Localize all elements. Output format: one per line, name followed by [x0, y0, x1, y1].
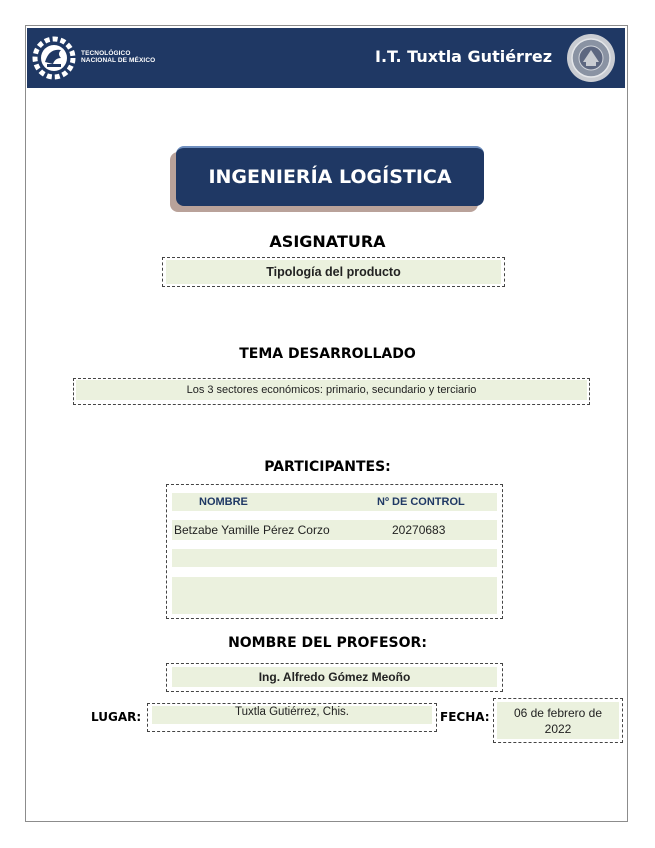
- participants-heading: PARTICIPANTES:: [264, 459, 391, 475]
- date-line1: 06 de febrero de: [513, 705, 603, 720]
- date-line2: 2022: [544, 721, 572, 736]
- participant-empty-row: [172, 577, 497, 614]
- header-banner: [27, 28, 625, 88]
- professor-heading: NOMBRE DEL PROFESOR:: [228, 635, 427, 651]
- institution-seal-icon: [565, 32, 617, 84]
- topic-field: Los 3 sectores económicos: primario, secundario y terciario: [76, 380, 587, 400]
- professor-field: Ing. Alfredo Gómez Meoño: [172, 667, 497, 687]
- participant-name: Betzabe Yamille Pérez Corzo: [174, 523, 330, 537]
- subject-heading: ASIGNATURA: [269, 232, 386, 251]
- place-label: LUGAR:: [91, 710, 142, 724]
- program-title: INGENIERÍA LOGÍSTICA: [176, 146, 484, 206]
- column-name-header: NOMBRE: [199, 496, 248, 508]
- tecnm-line2: NACIONAL DE MÉXICO: [81, 57, 156, 64]
- date-label: FECHA:: [440, 710, 490, 724]
- topic-heading: TEMA DESARROLLADO: [239, 346, 416, 362]
- tecnm-line1: TECNOLÓGICO: [81, 50, 131, 57]
- tecnm-logo-icon: [31, 32, 77, 84]
- participant-empty-row: [172, 549, 497, 567]
- institution-title: I.T. Tuxtla Gutiérrez: [375, 47, 552, 66]
- tecnm-wordmark: [81, 50, 155, 64]
- place-field: Tuxtla Gutiérrez, Chis.: [152, 706, 432, 724]
- subject-field: Tipología del producto: [166, 260, 501, 284]
- date-field: [497, 702, 619, 739]
- participant-control: 20270683: [392, 523, 446, 537]
- column-control-header: Nº DE CONTROL: [377, 496, 465, 508]
